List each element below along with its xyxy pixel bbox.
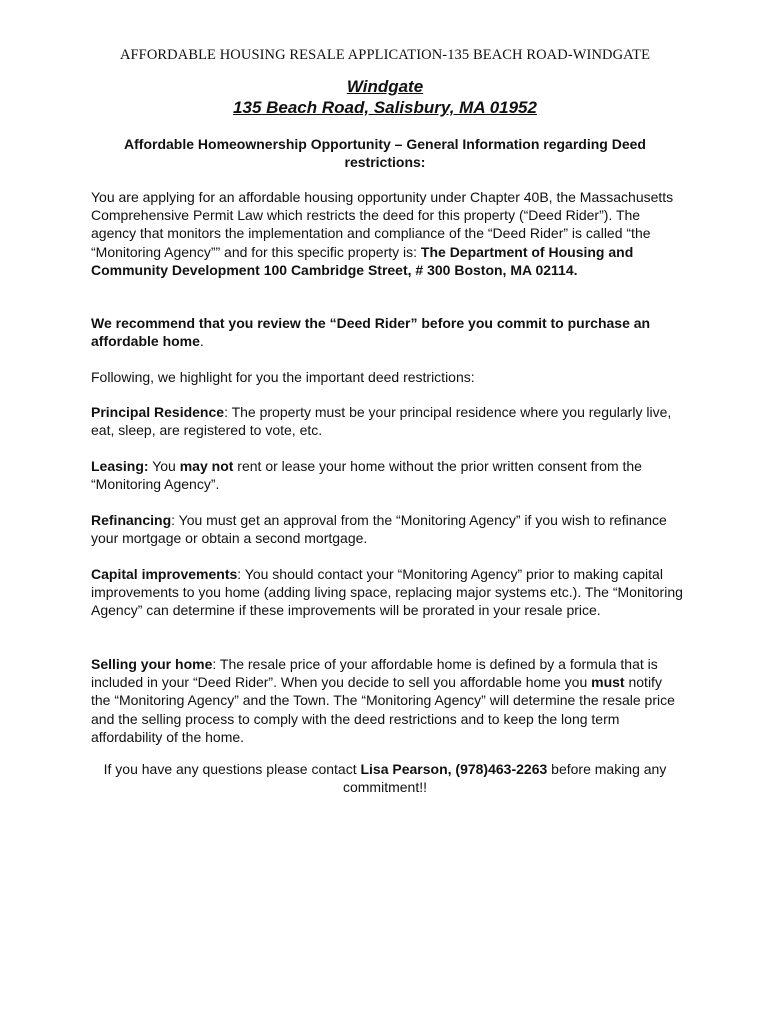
closing-text: If you have any questions please contact [103, 761, 361, 777]
restriction-capital-improvements [91, 565, 683, 620]
restriction-text: : You should contact your “Monitoring Agency” prior to making capital improvements to you home (adding living space, replacing major systems etc.). The “Monitoring Agency” can determine if these improvements will be prorated in your resale price. [91, 566, 683, 619]
title-property-name: Windgate [346, 77, 424, 96]
restriction-text: You [148, 458, 180, 474]
document-header: AFFORDABLE HOUSING RESALE APPLICATION-135 BEACH ROAD-WINDGATE [119, 47, 651, 63]
highlight-paragraph: Following, we highlight for you the important deed restrictions: [91, 369, 475, 385]
recommend-paragraph [91, 314, 683, 350]
closing-text: before making any commitment!! [342, 761, 667, 796]
document-title [0, 76, 770, 118]
recommend-end: . [199, 333, 204, 350]
restriction-text: notify the “Monitoring Agency” and the Town. The “Monitoring Agency” will determine the resale price and the selling process to comply with the deed restrictions and to keep the long term affordability of the home. [91, 674, 675, 745]
intro-text: You are applying for an affordable housing opportunity under Chapter 40B, the Massachusetts Comprehensive Permit Law which restricts the deed for this property (“Deed Rider”). The agency that monitors the implementation and compliance of the “Deed Rider” is called “the “Monitoring Agency”” and for this specific property is: [91, 189, 674, 260]
closing-paragraph [80, 760, 690, 796]
restriction-term: Principal Residence [91, 404, 225, 420]
restriction-emphasis: must [591, 674, 625, 691]
restriction-selling-home [91, 655, 683, 746]
recommend-text: We recommend that you review the “Deed Rider” before you commit to purchase an affordable home [91, 315, 651, 350]
restriction-leasing [91, 457, 683, 493]
restriction-text: : You must get an approval from the “Monitoring Agency” if you wish to refinance your mortgage or obtain a second mortgage. [91, 512, 667, 547]
restriction-term: Selling your home [91, 656, 213, 672]
title-property-address: 135 Beach Road, Salisbury, MA 01952 [233, 98, 537, 117]
restriction-text: : The property must be your principal residence where you regularly live, eat, sleep, are registered to vote, etc. [91, 404, 672, 439]
restriction-emphasis: may not [179, 458, 234, 474]
restriction-text: rent or lease your home without the prior written consent from the “Monitoring Agency”. [91, 458, 642, 493]
restriction-term: Leasing: [91, 458, 149, 474]
restriction-text: : The resale price of your affordable home is defined by a formula that is included in your “Deed Rider”. When you decide to sell you affordable home you [91, 656, 658, 691]
restriction-principal-residence [91, 403, 683, 439]
document-subtitle: Affordable Homeownership Opportunity – General Information regarding Deed restrictions: [124, 136, 646, 170]
restriction-term: Refinancing [91, 512, 172, 528]
monitoring-agency-address: The Department of Housing and Community Development 100 Cambridge Street, # 300 Boston, MA 02114. [91, 243, 634, 278]
restriction-refinancing [91, 511, 683, 547]
intro-paragraph [91, 188, 683, 279]
restriction-term: Capital improvements [91, 566, 238, 582]
contact-person: Lisa Pearson, (978)463-2263 [360, 761, 548, 777]
